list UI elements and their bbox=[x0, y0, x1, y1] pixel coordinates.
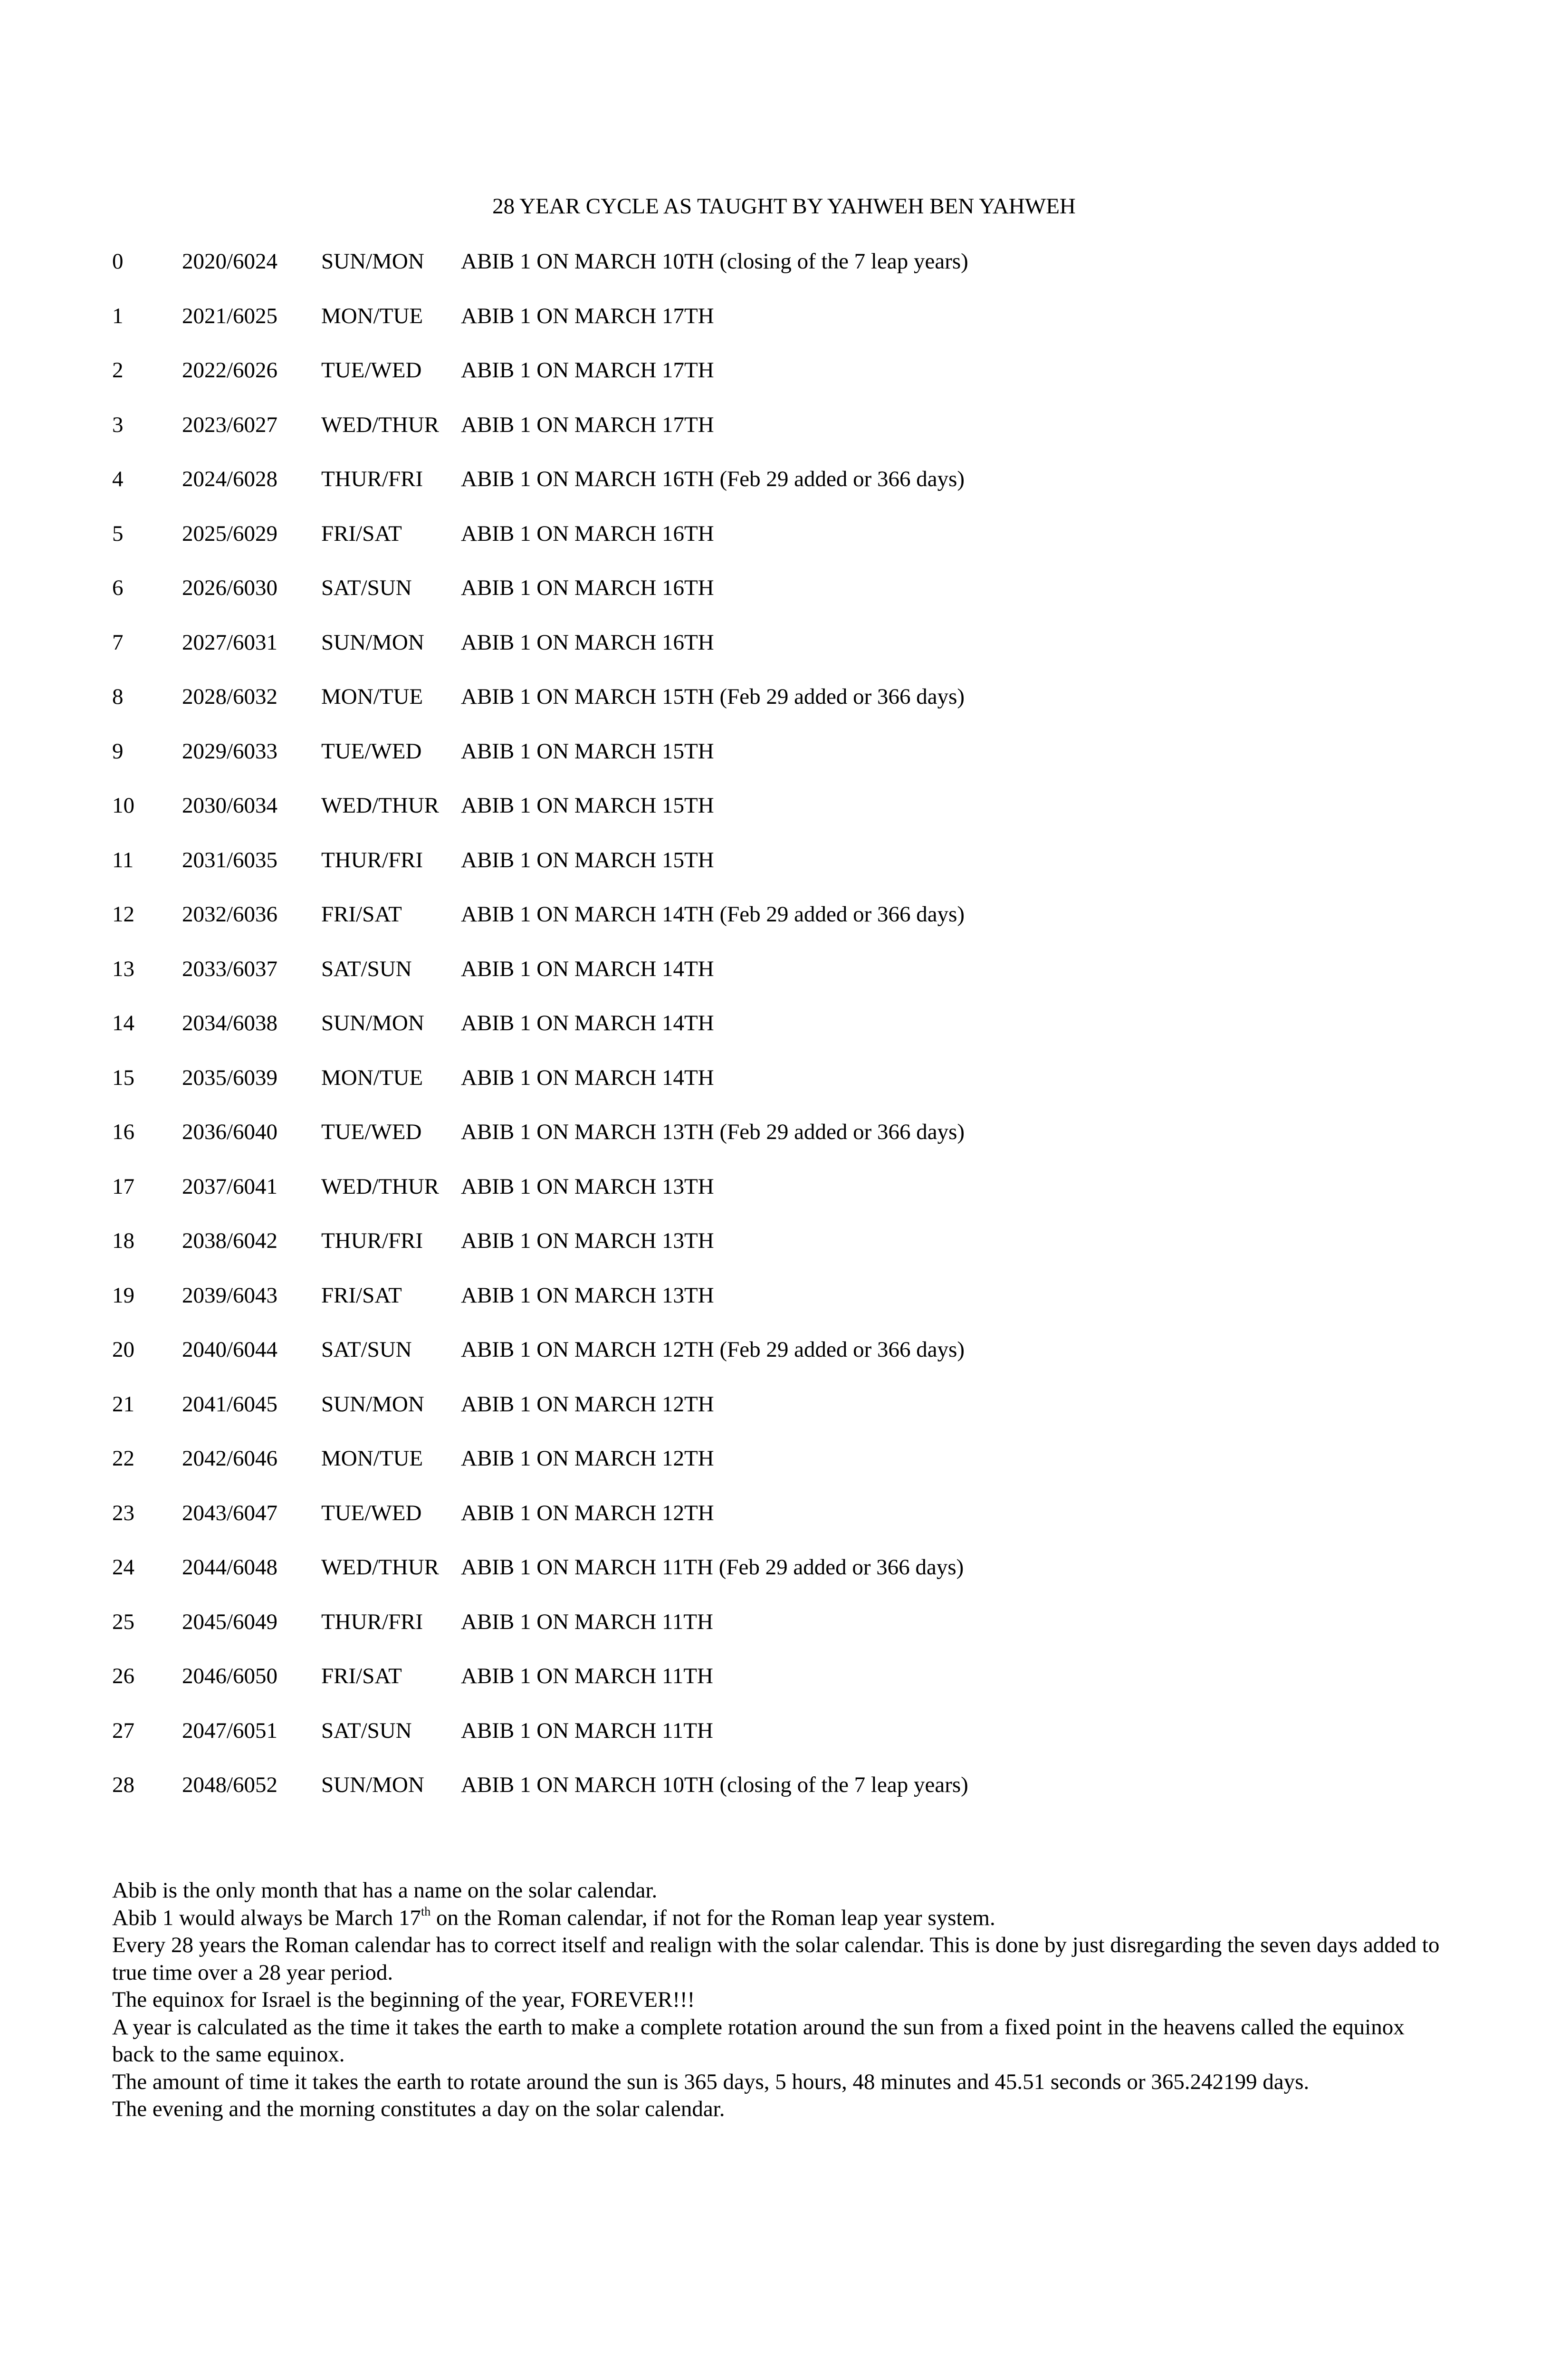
cycle-index: 11 bbox=[112, 847, 134, 872]
cycle-index: 2 bbox=[112, 358, 124, 383]
cycle-day: WED/THUR bbox=[321, 1174, 440, 1199]
cycle-day: MON/TUE bbox=[321, 1065, 423, 1090]
cycle-day: SUN/MON bbox=[321, 1391, 424, 1417]
cycle-day: TUE/WED bbox=[321, 1120, 422, 1144]
cycle-description: ABIB 1 ON MARCH 11TH (Feb 29 added or 366 days) bbox=[461, 1555, 964, 1580]
cycle-description: ABIB 1 ON MARCH 13TH bbox=[461, 1283, 714, 1308]
cycle-year: 2043/6047 bbox=[182, 1500, 278, 1525]
cycle-year: 2020/6024 bbox=[182, 249, 278, 274]
cycle-description: ABIB 1 ON MARCH 11TH bbox=[461, 1718, 713, 1743]
cycle-day: SAT/SUN bbox=[321, 1718, 412, 1743]
cycle-description: ABIB 1 ON MARCH 15TH bbox=[461, 847, 714, 872]
note-text: on the Roman calendar, if not for the Roman leap year system. bbox=[430, 1905, 995, 1930]
cycle-year: 2024/6028 bbox=[182, 467, 278, 491]
cycle-index: 7 bbox=[112, 630, 124, 655]
cycle-day: MON/TUE bbox=[321, 303, 423, 328]
cycle-year: 2042/6046 bbox=[182, 1446, 278, 1471]
cycle-description: ABIB 1 ON MARCH 11TH bbox=[461, 1609, 713, 1634]
cycle-day: TUE/WED bbox=[321, 1500, 422, 1525]
cycle-index: 1 bbox=[112, 303, 124, 328]
cycle-description: ABIB 1 ON MARCH 12TH bbox=[461, 1391, 714, 1417]
cycle-year: 2030/6034 bbox=[182, 793, 278, 818]
cycle-year: 2032/6036 bbox=[182, 902, 278, 927]
cycle-year: 2046/6050 bbox=[182, 1664, 278, 1688]
cycle-year: 2048/6052 bbox=[182, 1772, 278, 1797]
cycle-index: 19 bbox=[112, 1283, 134, 1308]
note-line: Every 28 years the Roman calendar has to correct itself and realign with the solar calendar. This is done by just disregarding the seven days added to true time over a 28 year period. bbox=[112, 1933, 1440, 1985]
note-text: Abib 1 would always be March 17 bbox=[112, 1905, 421, 1930]
cycle-index: 3 bbox=[112, 412, 124, 437]
cycle-description: ABIB 1 ON MARCH 16TH (Feb 29 added or 366 days) bbox=[461, 467, 965, 491]
cycle-description: ABIB 1 ON MARCH 13TH bbox=[461, 1228, 714, 1253]
cycle-day: THUR/FRI bbox=[321, 847, 423, 872]
note-line: The equinox for Israel is the beginning of the year, FOREVER!!! bbox=[112, 1987, 695, 2012]
cycle-description: ABIB 1 ON MARCH 12TH (Feb 29 added or 366 days) bbox=[461, 1337, 965, 1362]
cycle-day: SUN/MON bbox=[321, 1772, 424, 1797]
cycle-day: FRI/SAT bbox=[321, 1664, 402, 1688]
cycle-year: 2027/6031 bbox=[182, 630, 278, 655]
cycle-year: 2034/6038 bbox=[182, 1011, 278, 1035]
cycle-index: 5 bbox=[112, 521, 124, 546]
cycle-year: 2026/6030 bbox=[182, 575, 278, 600]
cycle-description: ABIB 1 ON MARCH 17TH bbox=[461, 412, 714, 437]
cycle-index: 23 bbox=[112, 1500, 134, 1525]
cycle-index: 10 bbox=[112, 793, 134, 818]
cycle-year: 2038/6042 bbox=[182, 1228, 278, 1253]
cycle-description: ABIB 1 ON MARCH 14TH bbox=[461, 956, 714, 981]
note-line: A year is calculated as the time it takes the earth to make a complete rotation around the sun from a fixed point in the heavens called the equinox back to the same equinox. bbox=[112, 2014, 1405, 2067]
cycle-day: WED/THUR bbox=[321, 412, 440, 437]
cycle-index: 24 bbox=[112, 1555, 134, 1580]
cycle-year: 2040/6044 bbox=[182, 1337, 278, 1362]
cycle-description: ABIB 1 ON MARCH 14TH (Feb 29 added or 366 days) bbox=[461, 902, 965, 927]
cycle-year: 2031/6035 bbox=[182, 847, 278, 872]
cycle-year: 2033/6037 bbox=[182, 956, 278, 981]
cycle-year: 2045/6049 bbox=[182, 1609, 278, 1634]
cycle-day: SAT/SUN bbox=[321, 956, 412, 981]
note-line: The evening and the morning constitutes a day on the solar calendar. bbox=[112, 2097, 725, 2121]
note-line: Abib is the only month that has a name on the solar calendar. bbox=[112, 1878, 658, 1903]
notes bbox=[112, 1877, 1452, 2123]
cycle-index: 6 bbox=[112, 575, 124, 600]
cycle-index: 13 bbox=[112, 956, 134, 981]
ordinal-suffix: th bbox=[421, 1904, 431, 1918]
cycle-day: THUR/FRI bbox=[321, 1228, 423, 1253]
cycle-year: 2023/6027 bbox=[182, 412, 278, 437]
cycle-description: ABIB 1 ON MARCH 17TH bbox=[461, 358, 714, 383]
cycle-index: 25 bbox=[112, 1609, 134, 1634]
cycle-description: ABIB 1 ON MARCH 12TH bbox=[461, 1446, 714, 1471]
cycle-description: ABIB 1 ON MARCH 13TH (Feb 29 added or 366 days) bbox=[461, 1120, 965, 1144]
cycle-description: ABIB 1 ON MARCH 14TH bbox=[461, 1065, 714, 1090]
cycle-day: FRI/SAT bbox=[321, 902, 402, 927]
cycle-index: 27 bbox=[112, 1718, 134, 1743]
cycle-index: 12 bbox=[112, 902, 134, 927]
page-title: 28 YEAR CYCLE AS TAUGHT BY YAHWEH BEN YAHWEH bbox=[492, 194, 1076, 219]
cycle-index: 8 bbox=[112, 684, 124, 709]
cycle-year: 2037/6041 bbox=[182, 1174, 278, 1199]
cycle-day: TUE/WED bbox=[321, 738, 422, 764]
cycle-description: ABIB 1 ON MARCH 17TH bbox=[461, 303, 714, 328]
cycle-year: 2022/6026 bbox=[182, 358, 278, 383]
cycle-description: ABIB 1 ON MARCH 16TH bbox=[461, 521, 714, 546]
note-line: The amount of time it takes the earth to rotate around the sun is 365 days, 5 hours, 48 minutes and 45.51 seconds or 365.242199 days. bbox=[112, 2069, 1310, 2094]
cycle-index: 17 bbox=[112, 1174, 134, 1199]
cycle-day: SAT/SUN bbox=[321, 575, 412, 600]
cycle-index: 14 bbox=[112, 1011, 134, 1035]
cycle-year: 2044/6048 bbox=[182, 1555, 278, 1580]
cycle-year: 2029/6033 bbox=[182, 738, 278, 764]
cycle-day: SUN/MON bbox=[321, 630, 424, 655]
cycle-day: FRI/SAT bbox=[321, 521, 402, 546]
cycle-index: 21 bbox=[112, 1391, 134, 1417]
cycle-description: ABIB 1 ON MARCH 15TH bbox=[461, 793, 714, 818]
cycle-year: 2025/6029 bbox=[182, 521, 278, 546]
cycle-description: ABIB 1 ON MARCH 10TH (closing of the 7 leap years) bbox=[461, 249, 968, 274]
cycle-index: 15 bbox=[112, 1065, 134, 1090]
cycle-day: THUR/FRI bbox=[321, 1609, 423, 1634]
cycle-description: ABIB 1 ON MARCH 15TH bbox=[461, 738, 714, 764]
cycle-index: 16 bbox=[112, 1120, 134, 1144]
cycle-year: 2035/6039 bbox=[182, 1065, 278, 1090]
cycle-index: 0 bbox=[112, 249, 124, 274]
cycle-year: 2028/6032 bbox=[182, 684, 278, 709]
cycle-description: ABIB 1 ON MARCH 13TH bbox=[461, 1174, 714, 1199]
cycle-description: ABIB 1 ON MARCH 16TH bbox=[461, 575, 714, 600]
cycle-year: 2021/6025 bbox=[182, 303, 278, 328]
cycle-year: 2039/6043 bbox=[182, 1283, 278, 1308]
cycle-description: ABIB 1 ON MARCH 12TH bbox=[461, 1500, 714, 1525]
cycle-description: ABIB 1 ON MARCH 14TH bbox=[461, 1011, 714, 1035]
cycle-index: 22 bbox=[112, 1446, 134, 1471]
cycle-day: WED/THUR bbox=[321, 1555, 440, 1580]
cycle-day: THUR/FRI bbox=[321, 467, 423, 491]
cycle-day: SUN/MON bbox=[321, 1011, 424, 1035]
cycle-day: SAT/SUN bbox=[321, 1337, 412, 1362]
cycle-day: WED/THUR bbox=[321, 793, 440, 818]
cycle-year: 2041/6045 bbox=[182, 1391, 278, 1417]
cycle-day: MON/TUE bbox=[321, 1446, 423, 1471]
cycle-index: 18 bbox=[112, 1228, 134, 1253]
cycle-description: ABIB 1 ON MARCH 15TH (Feb 29 added or 366 days) bbox=[461, 684, 965, 709]
cycle-description: ABIB 1 ON MARCH 16TH bbox=[461, 630, 714, 655]
cycle-index: 20 bbox=[112, 1337, 134, 1362]
cycle-description: ABIB 1 ON MARCH 11TH bbox=[461, 1664, 713, 1688]
cycle-year: 2047/6051 bbox=[182, 1718, 278, 1743]
cycle-index: 28 bbox=[112, 1772, 134, 1797]
cycle-index: 26 bbox=[112, 1664, 134, 1688]
cycle-day: TUE/WED bbox=[321, 358, 422, 383]
note-line bbox=[112, 1905, 1452, 1932]
cycle-day: FRI/SAT bbox=[321, 1283, 402, 1308]
cycle-year: 2036/6040 bbox=[182, 1120, 278, 1144]
cycle-day: MON/TUE bbox=[321, 684, 423, 709]
cycle-day: SUN/MON bbox=[321, 249, 424, 274]
cycle-description: ABIB 1 ON MARCH 10TH (closing of the 7 leap years) bbox=[461, 1772, 968, 1797]
cycle-index: 9 bbox=[112, 738, 124, 764]
cycle-index: 4 bbox=[112, 467, 124, 491]
